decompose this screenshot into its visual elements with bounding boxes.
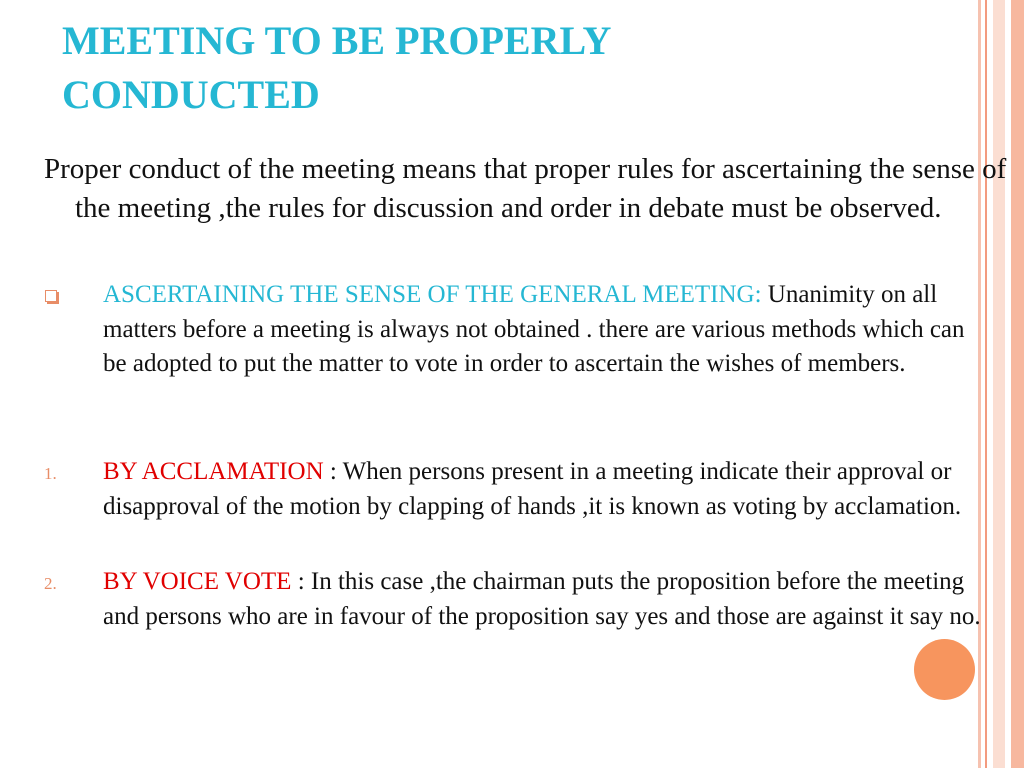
decorative-stripe bbox=[1011, 0, 1024, 768]
list-item-label: BY ACCLAMATION bbox=[103, 458, 324, 485]
list-item-text bbox=[103, 565, 984, 634]
list-item-text bbox=[103, 278, 984, 382]
decorative-stripe bbox=[993, 0, 1005, 768]
list-item-body: Unanimity on all matters before a meeting is always not obtained . there are various methods which can be adopted to put the matter to vote in order to ascertain the wishes of members. bbox=[103, 281, 965, 377]
decorative-stripe bbox=[978, 0, 981, 768]
slide-title-line-1: MEETING TO BE PROPERLY bbox=[62, 18, 612, 63]
list-item-body: : In this case ,the chairman puts the proposition before the meeting and persons who are in favour of the proposition say yes and those are against it say no. bbox=[103, 568, 981, 630]
list-number: 1. bbox=[44, 464, 57, 483]
decorative-stripe bbox=[985, 0, 987, 768]
list-item-label: ASCERTAINING THE SENSE OF THE GENERAL MEETING: bbox=[103, 281, 762, 308]
slide-title bbox=[62, 14, 962, 122]
list-item-by-voice-vote bbox=[44, 565, 984, 634]
list-item-body: : When persons present in a meeting indicate their approval or disapproval of the motion by clapping of hands ,it is known as voting by acclamation. bbox=[103, 458, 962, 520]
slide-title-line-2: CONDUCTED bbox=[62, 72, 320, 117]
list-item-text bbox=[103, 455, 984, 524]
list-item-ascertaining-sense bbox=[44, 278, 984, 382]
list-item-by-acclamation bbox=[44, 455, 984, 524]
list-number: 2. bbox=[44, 574, 57, 593]
checkbox-bullet-icon bbox=[45, 290, 57, 302]
intro-paragraph: Proper conduct of the meeting means that proper rules for ascertaining the sense of the meeting ,the rules for discussion and order in debate must be observed. bbox=[44, 153, 1007, 224]
list-item-label: BY VOICE VOTE bbox=[103, 568, 292, 595]
decorative-circle bbox=[914, 639, 975, 700]
